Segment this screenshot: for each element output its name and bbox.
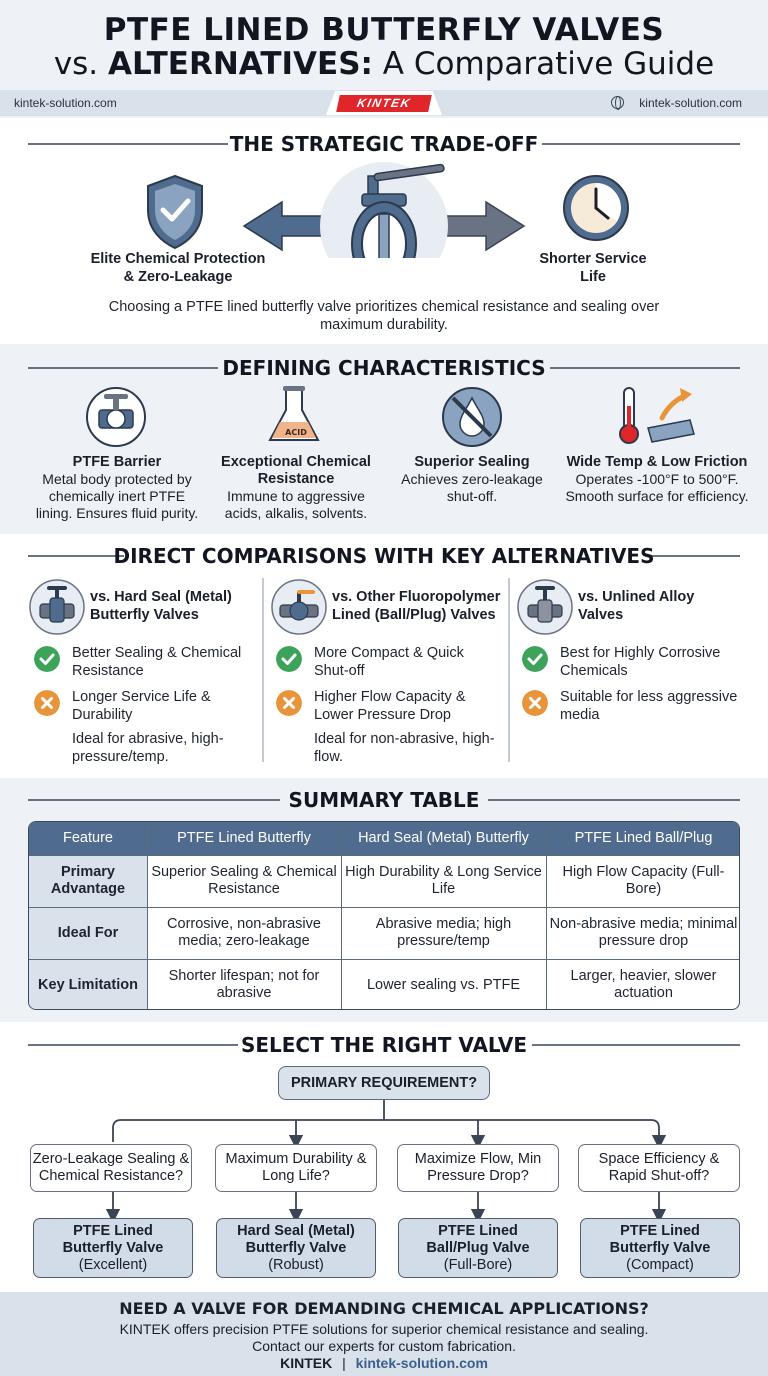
left-arrow-icon — [244, 202, 330, 250]
butterfly-valve-icon — [320, 162, 448, 258]
footer-brand: KINTEK — [280, 1355, 333, 1371]
footer-text: Contact our experts for custom fabrication. — [252, 1338, 516, 1354]
table-row-label: Ideal For — [29, 907, 147, 959]
comparison-heading: vs. Other Fluoropolymer Lined (Ball/Plug) Valves — [332, 589, 501, 623]
characteristics-icons — [0, 384, 768, 450]
comparison-con: Higher Flow Capacity & Lower Pressure Drop — [314, 689, 466, 723]
tradeoff-section — [0, 118, 768, 344]
drawback-label: Shorter Service Life — [539, 251, 647, 285]
summary-table — [28, 821, 740, 1010]
flow-answer: Hard Seal (Metal) Butterfly Valve (Robust) — [216, 1218, 376, 1278]
section-title: DEFINING CHARACTERISTICS — [222, 356, 546, 380]
characteristic-sealing — [392, 454, 552, 505]
clock-icon — [564, 176, 628, 240]
table-cell: High Flow Capacity (Full-Bore) — [562, 864, 725, 897]
flow-answer: PTFE Lined Butterfly Valve (Excellent) — [33, 1218, 193, 1278]
characteristics-section — [0, 344, 768, 534]
footer-separator: | — [342, 1355, 346, 1371]
table-cell: Shorter lifespan; not for abrasive — [168, 968, 320, 1001]
table-cell: Corrosive, non-abrasive media; zero-leakage — [167, 916, 321, 949]
selector-section — [0, 1022, 768, 1292]
section-title: SELECT THE RIGHT VALVE — [240, 1033, 528, 1057]
characteristic-heading: Wide Temp & Low Friction — [566, 454, 748, 470]
valve-icon — [28, 578, 86, 636]
table-gridline — [341, 822, 342, 1009]
check-icon — [34, 646, 60, 672]
flow-question: Space Efficiency & Rapid Shut-off? — [578, 1144, 740, 1192]
table-gridline — [147, 822, 148, 1009]
valve-barrier-icon — [87, 388, 145, 446]
comparisons-section — [0, 534, 768, 778]
page-title: PTFE LINED BUTTERFLY VALVES — [103, 12, 665, 48]
table-header-cell: PTFE Lined Butterfly — [177, 830, 311, 846]
right-arrow-icon — [438, 202, 524, 250]
footer-text: KINTEK offers precision PTFE solutions for superior chemical resistance and sealing. — [119, 1321, 649, 1337]
comparison-heading: vs. Unlined Alloy Valves — [578, 589, 695, 623]
comparison-note: Ideal for non-abrasive, high-flow. — [314, 731, 495, 765]
characteristic-text: Metal body protected by chemically inert PTFE lining. Ensures fluid purity. — [35, 471, 199, 521]
comparison-con: Longer Service Life & Durability — [72, 689, 211, 723]
characteristic-text: Immune to aggressive acids, alkalis, solvents. — [224, 488, 368, 521]
table-gridline — [29, 855, 739, 856]
footer-brand-line — [0, 1355, 768, 1371]
comparison-fluoropolymer — [268, 578, 504, 766]
footer-website-link[interactable]: kintek-solution.com — [355, 1355, 488, 1371]
characteristic-heading: Exceptional Chemical Resistance — [221, 454, 371, 487]
comparison-note: Ideal for abrasive, high-pressure/temp. — [72, 731, 224, 765]
tradeoff-caption: Choosing a PTFE lined butterfly valve prioritizes chemical resistance and sealing over maximum durability. — [108, 299, 660, 333]
no-leak-icon — [443, 388, 501, 446]
valve-icon — [516, 578, 574, 636]
tradeoff-illustration — [0, 158, 768, 258]
column-divider — [262, 578, 264, 762]
comparison-con: Suitable for less aggressive media — [560, 689, 738, 723]
page-subtitle: vs. ALTERNATIVES: A Comparative Guide — [53, 46, 715, 82]
flow-question: Zero-Leakage Sealing & Chemical Resistance? — [30, 1144, 192, 1192]
characteristic-text: Achieves zero-leakage shut-off. — [401, 471, 543, 504]
flow-question: Maximize Flow, Min Pressure Drop? — [397, 1144, 559, 1192]
table-gridline — [29, 959, 739, 960]
column-divider — [508, 578, 510, 762]
cross-icon — [34, 690, 60, 716]
globe-icon — [611, 96, 624, 109]
table-cell: Superior Sealing & Chemical Resistance — [151, 864, 337, 897]
table-cell: Lower sealing vs. PTFE — [366, 976, 521, 993]
header — [0, 0, 768, 118]
flow-answer: PTFE Lined Ball/Plug Valve (Full-Bore) — [398, 1218, 558, 1278]
table-gridline — [29, 907, 739, 908]
table-gridline — [546, 822, 547, 1009]
characteristic-chemical-resistance — [216, 454, 376, 522]
table-row-label: Key Limitation — [29, 959, 147, 1010]
characteristic-heading: PTFE Barrier — [72, 454, 162, 470]
comparison-unlined-alloy — [514, 578, 750, 766]
characteristic-heading: Superior Sealing — [414, 454, 530, 470]
characteristic-ptfe-barrier — [30, 454, 204, 522]
svg-text:ACID: ACID — [285, 428, 307, 437]
flask-icon — [270, 386, 318, 440]
check-icon — [522, 646, 548, 672]
table-cell: Abrasive media; high pressure/temp — [375, 916, 512, 949]
cross-icon — [522, 690, 548, 716]
summary-section — [0, 778, 768, 1022]
comparison-heading: vs. Hard Seal (Metal) Butterfly Valves — [90, 589, 232, 623]
website-link-left[interactable]: kintek-solution.com — [14, 96, 117, 110]
characteristic-temp-friction — [562, 454, 752, 505]
kintek-logo: KINTEK — [336, 95, 432, 112]
comparison-metal-seal — [26, 578, 262, 766]
comparison-pro: More Compact & Quick Shut-off — [314, 645, 464, 679]
footer — [0, 1292, 768, 1376]
section-title: DIRECT COMPARISONS WITH KEY ALTERNATIVES — [113, 544, 655, 568]
characteristic-text: Operates -100°F to 500°F. Smooth surface for efficiency. — [565, 471, 749, 504]
comparison-pro: Best for Highly Corrosive Chemicals — [560, 645, 721, 679]
thermometer-icon — [620, 388, 694, 443]
table-cell: Larger, heavier, slower actuation — [570, 968, 717, 1001]
shield-check-icon — [148, 176, 202, 248]
cross-icon — [276, 690, 302, 716]
valve-icon — [270, 578, 328, 636]
check-icon — [276, 646, 302, 672]
flow-answer: PTFE Lined Butterfly Valve (Compact) — [580, 1218, 740, 1278]
website-link-right[interactable]: kintek-solution.com — [639, 96, 742, 110]
table-row-label: Primary Advantage — [29, 855, 147, 907]
footer-headline: NEED A VALVE FOR DEMANDING CHEMICAL APPLICATIONS? — [119, 1299, 649, 1318]
flow-question: Maximum Durability & Long Life? — [215, 1144, 377, 1192]
comparison-pro: Better Sealing & Chemical Resistance — [72, 645, 242, 679]
flow-root-node: PRIMARY REQUIREMENT? — [278, 1066, 490, 1100]
benefit-label: Elite Chemical Protection & Zero-Leakage — [90, 251, 266, 285]
table-header-cell: Feature — [63, 830, 113, 846]
section-title: SUMMARY TABLE — [288, 788, 480, 812]
table-header-cell: Hard Seal (Metal) Butterfly — [358, 830, 529, 846]
section-title: THE STRATEGIC TRADE-OFF — [229, 132, 539, 156]
table-header-cell: PTFE Lined Ball/Plug — [574, 830, 713, 846]
table-cell: High Durability & Long Service Life — [345, 864, 542, 897]
table-cell: Non-abrasive media; minimal pressure drop — [549, 916, 738, 949]
